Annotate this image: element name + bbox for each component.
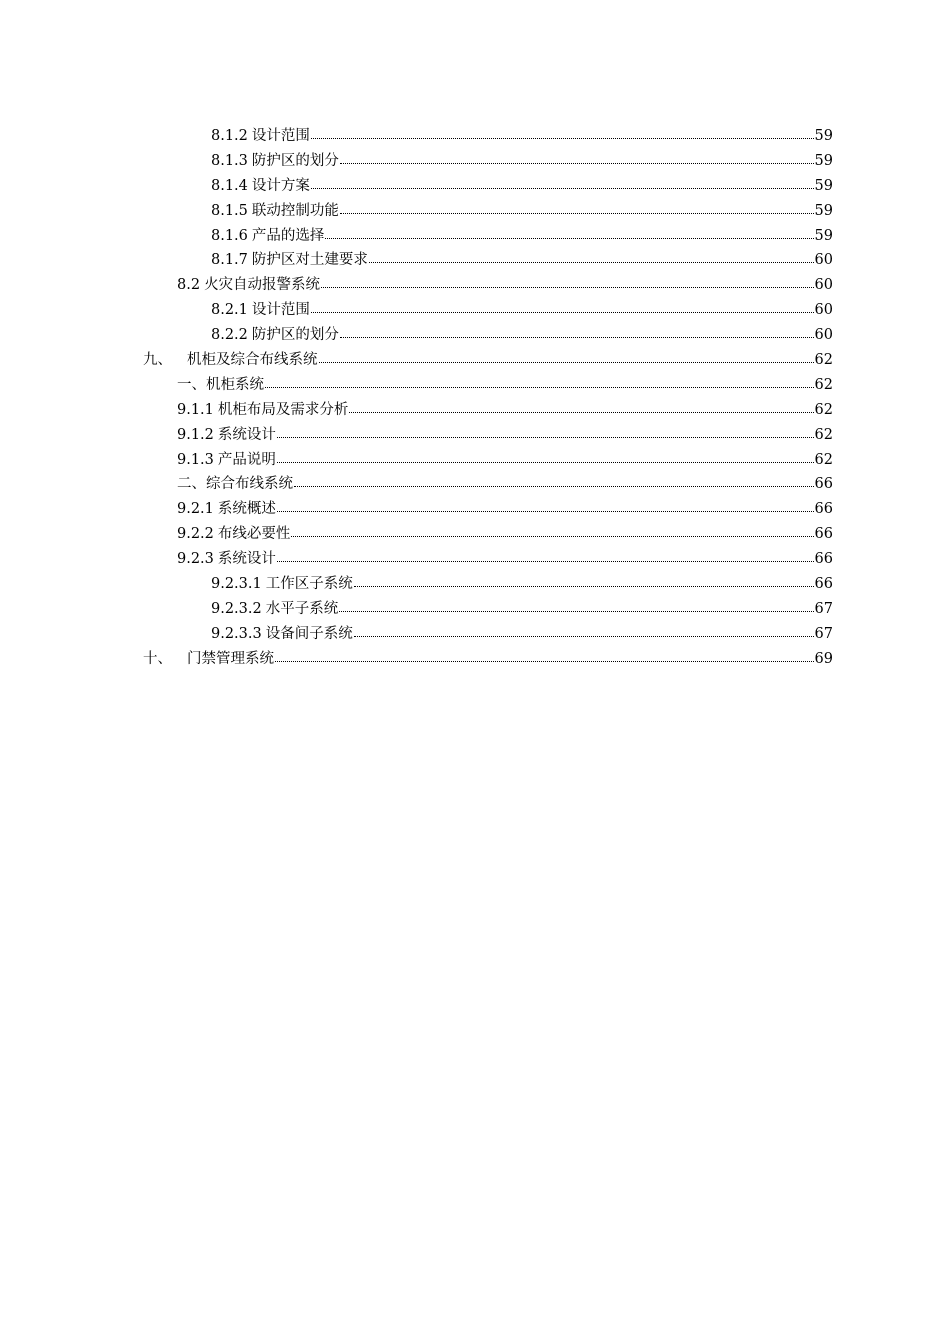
toc-entry-page: 59 <box>814 177 833 194</box>
toc-entry-page: 62 <box>814 352 833 369</box>
toc-entry[interactable] <box>143 273 833 298</box>
toc-entry-number: 8.2 <box>177 277 201 294</box>
toc-entry[interactable] <box>143 149 833 174</box>
toc-entry-title: 系统设计 <box>217 551 276 568</box>
toc-entry-title: 设计范围 <box>251 128 310 144</box>
toc-entry-number: 9.1.1 <box>177 401 214 418</box>
toc-entry-page: 62 <box>814 401 833 418</box>
toc-entry-number: 九、 <box>143 352 172 369</box>
toc-entry-number: 8.1.7 <box>211 252 248 269</box>
toc-entry-title: 防护区对土建要求 <box>251 252 368 269</box>
toc-entry-number: 8.1.3 <box>211 152 248 169</box>
toc-entry[interactable] <box>143 323 833 348</box>
toc-entry[interactable] <box>143 423 833 448</box>
toc-entry-title: 产品的选择 <box>251 227 325 244</box>
toc-entry-number: 十、 <box>143 650 172 667</box>
toc-dot-leader <box>277 436 814 438</box>
toc-entry-number: 8.1.4 <box>211 177 248 194</box>
toc-entry[interactable] <box>143 547 833 572</box>
toc-entry-title: 布线必要性 <box>217 526 291 543</box>
toc-dot-leader <box>291 535 813 537</box>
toc-dot-leader <box>349 411 813 413</box>
toc-entry[interactable] <box>143 248 833 273</box>
toc-entry-number: 8.1.5 <box>211 202 248 219</box>
toc-entry-title: 系统概述 <box>217 501 276 518</box>
toc-entry[interactable] <box>143 472 833 497</box>
toc-entry-page: 59 <box>814 227 833 244</box>
toc-dot-leader <box>354 585 814 587</box>
toc-entry-title: 门禁管理系统 <box>187 650 274 667</box>
toc-dot-leader <box>311 311 814 313</box>
toc-dot-leader <box>275 660 814 662</box>
toc-entry[interactable] <box>143 224 833 249</box>
toc-entry-title: 机柜及综合布线系统 <box>187 352 318 369</box>
toc-entry-page: 66 <box>814 526 833 543</box>
toc-entry-page: 60 <box>814 252 833 269</box>
toc-dot-leader <box>311 137 814 139</box>
toc-entry-page: 67 <box>814 600 833 617</box>
toc-entry-title: 产品说明 <box>217 451 276 468</box>
toc-entry-number: 8.1.6 <box>211 227 248 244</box>
toc-entry-title: 设计方案 <box>251 177 310 194</box>
toc-entry-page: 66 <box>814 551 833 568</box>
toc-entry-title: 设计范围 <box>251 302 310 319</box>
toc-entry-title: 火灾自动报警系统 <box>204 277 321 294</box>
toc-dot-leader <box>354 635 814 637</box>
toc-entry-number: 9.2.3.2 <box>211 600 262 617</box>
toc-dot-leader <box>265 386 814 388</box>
toc-entry-page: 59 <box>814 128 833 144</box>
toc-entry-number: 8.1.2 <box>211 128 248 144</box>
toc-entry-title: 设备间子系统 <box>265 625 353 642</box>
toc-entry-number: 9.2.3 <box>177 551 214 568</box>
toc-entry-title: 防护区的划分 <box>251 152 339 169</box>
toc-entry-page: 66 <box>814 576 833 593</box>
toc-dot-leader <box>340 212 814 214</box>
toc-entry-page: 62 <box>814 376 833 393</box>
toc-entry-title: 联动控制功能 <box>251 202 339 219</box>
toc-entry-page: 60 <box>814 277 833 294</box>
toc-entry-number: 9.1.3 <box>177 451 214 468</box>
toc-dot-leader <box>294 485 814 487</box>
toc-dot-leader <box>340 162 814 164</box>
toc-entry-title: 综合布线系统 <box>206 476 293 493</box>
toc-entry[interactable] <box>143 448 833 473</box>
toc-entry-page: 60 <box>814 302 833 319</box>
toc-dot-leader <box>277 510 814 512</box>
toc-dot-leader <box>321 286 813 288</box>
toc-dot-leader <box>319 361 814 363</box>
toc-entry-number: 8.2.2 <box>211 327 248 344</box>
toc-entry[interactable] <box>143 199 833 224</box>
toc-entry[interactable] <box>143 497 833 522</box>
toc-entry-number: 一、 <box>177 376 206 393</box>
toc-entry-page: 60 <box>814 327 833 344</box>
toc-entry-page: 59 <box>814 152 833 169</box>
toc-entry[interactable] <box>143 597 833 622</box>
table-of-contents <box>143 124 833 672</box>
toc-entry[interactable] <box>143 124 833 149</box>
toc-entry[interactable] <box>143 398 833 423</box>
toc-entry-page: 62 <box>814 426 833 443</box>
toc-entry-page: 67 <box>814 625 833 642</box>
toc-entry-chapter[interactable] <box>143 647 833 672</box>
toc-entry-title: 机柜系统 <box>206 376 264 393</box>
toc-entry[interactable] <box>143 298 833 323</box>
toc-entry[interactable] <box>143 174 833 199</box>
toc-entry-page: 62 <box>814 451 833 468</box>
toc-entry-title: 水平子系统 <box>265 600 339 617</box>
toc-entry[interactable] <box>143 622 833 647</box>
toc-entry-title: 机柜布局及需求分析 <box>217 401 349 418</box>
toc-entry-number: 9.2.3.3 <box>211 625 262 642</box>
toc-entry-title: 工作区子系统 <box>265 576 353 593</box>
toc-dot-leader <box>325 237 813 239</box>
toc-entry-number: 8.2.1 <box>211 302 248 319</box>
toc-entry-number: 9.1.2 <box>177 426 214 443</box>
toc-dot-leader <box>339 610 813 612</box>
toc-entry-number: 9.2.3.1 <box>211 576 262 593</box>
toc-entry[interactable] <box>143 373 833 398</box>
toc-dot-leader <box>277 560 814 562</box>
toc-entry-page: 66 <box>814 476 833 493</box>
toc-entry-page: 66 <box>814 501 833 518</box>
toc-entry-number: 9.2.2 <box>177 526 214 543</box>
toc-dot-leader <box>277 461 814 463</box>
toc-entry-number: 二、 <box>177 476 206 493</box>
toc-entry[interactable] <box>143 522 833 547</box>
toc-entry-title: 系统设计 <box>217 426 276 443</box>
toc-entry-page: 69 <box>814 650 833 667</box>
toc-entry[interactable] <box>143 572 833 597</box>
toc-entry-title: 防护区的划分 <box>251 327 339 344</box>
toc-dot-leader <box>369 261 814 263</box>
toc-entry-page: 59 <box>814 202 833 219</box>
toc-entry-chapter[interactable] <box>143 348 833 373</box>
toc-dot-leader <box>311 187 814 189</box>
toc-dot-leader <box>340 336 814 338</box>
toc-entry-number: 9.2.1 <box>177 501 214 518</box>
